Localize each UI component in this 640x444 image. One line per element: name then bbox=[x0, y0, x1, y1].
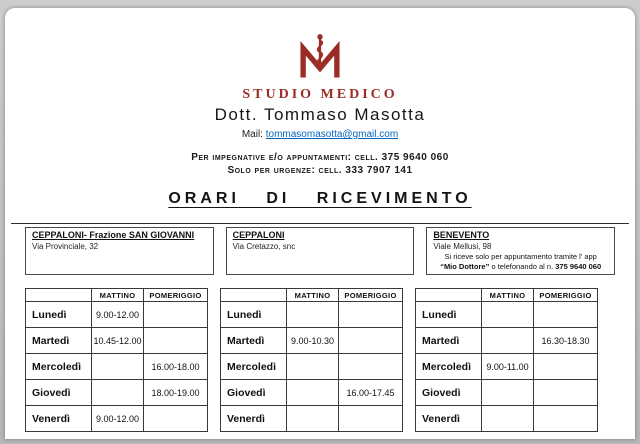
doctor-name: Dott. Tommaso Masotta bbox=[214, 105, 426, 124]
time-cell bbox=[287, 354, 339, 380]
time-cell: 16.30-18.30 bbox=[534, 328, 598, 354]
location-box-ceppaloni bbox=[226, 227, 415, 275]
location-note-line2 bbox=[433, 262, 608, 271]
time-cell bbox=[534, 302, 598, 328]
asclepius-staff-icon bbox=[297, 28, 343, 84]
divider-rule bbox=[11, 223, 629, 224]
column-header-afternoon: POMERIGGIO bbox=[144, 289, 208, 302]
schedule-col-3 bbox=[415, 288, 598, 432]
day-cell: Martedì bbox=[416, 328, 482, 354]
day-cell: Martedì bbox=[26, 328, 92, 354]
corner-cell bbox=[416, 289, 482, 302]
location-address: Viale Mellusi, 98 bbox=[433, 242, 492, 251]
location-name: CEPPALONI bbox=[232, 230, 285, 240]
time-cell bbox=[339, 406, 403, 432]
day-cell: Venerdì bbox=[221, 406, 287, 432]
time-cell bbox=[144, 328, 208, 354]
time-cell: 9.00-11.00 bbox=[482, 354, 534, 380]
schedule-table-benevento bbox=[415, 288, 598, 432]
location-address: Via Cretazzo, snc bbox=[232, 242, 296, 251]
time-cell: 9.00-12.00 bbox=[92, 302, 144, 328]
contact-appointments-line: Per impegnative e/o appuntamenti: cell. 375 9640 060 bbox=[191, 152, 449, 163]
location-name: CEPPALONI- Frazione SAN GIOVANNI bbox=[32, 230, 195, 240]
location-box-benevento bbox=[426, 227, 615, 275]
time-cell bbox=[339, 328, 403, 354]
contact-block bbox=[5, 151, 635, 177]
day-cell: Lunedì bbox=[416, 302, 482, 328]
schedules-row bbox=[5, 288, 635, 432]
day-cell: Giovedì bbox=[26, 380, 92, 406]
day-cell: Mercoledì bbox=[221, 354, 287, 380]
time-cell bbox=[287, 302, 339, 328]
email-link[interactable]: tommasomasotta@gmail.com bbox=[265, 129, 399, 140]
page-title: ORARI DI RICEVIMENTO bbox=[168, 190, 472, 207]
day-cell: Mercoledì bbox=[26, 354, 92, 380]
clinic-logo bbox=[5, 28, 635, 84]
time-cell bbox=[482, 328, 534, 354]
schedule-table-ceppaloni bbox=[220, 288, 403, 432]
time-cell: 9.00-12.00 bbox=[92, 406, 144, 432]
time-cell bbox=[144, 302, 208, 328]
day-cell: Lunedì bbox=[221, 302, 287, 328]
document-page bbox=[5, 8, 635, 439]
day-cell: Giovedì bbox=[416, 380, 482, 406]
note-phone: 375 9640 060 bbox=[555, 262, 602, 271]
location-headers-row bbox=[5, 227, 635, 275]
contact-urgent-line: Solo per urgenze: cell. 333 7907 141 bbox=[227, 165, 413, 176]
time-cell bbox=[534, 354, 598, 380]
time-cell: 9.00-10.30 bbox=[287, 328, 339, 354]
schedule-table-ceppaloni-san-giovanni bbox=[25, 288, 208, 432]
time-cell bbox=[534, 406, 598, 432]
time-cell bbox=[92, 380, 144, 406]
time-cell bbox=[482, 302, 534, 328]
column-header-morning: MATTINO bbox=[92, 289, 144, 302]
day-cell: Lunedì bbox=[26, 302, 92, 328]
mail-label: Mail: bbox=[241, 129, 263, 140]
time-cell bbox=[339, 354, 403, 380]
time-cell bbox=[534, 380, 598, 406]
day-cell: Giovedì bbox=[221, 380, 287, 406]
column-header-morning: MATTINO bbox=[482, 289, 534, 302]
location-note-line1: Si riceve solo per appuntamento tramite l' app bbox=[444, 252, 597, 261]
location-box-ceppaloni-san-giovanni bbox=[25, 227, 214, 275]
time-cell bbox=[339, 302, 403, 328]
studio-name: STUDIO MEDICO bbox=[242, 87, 398, 102]
mail-line bbox=[5, 129, 635, 140]
note-mid: o telefonando al n. bbox=[491, 262, 554, 271]
schedule-col-1 bbox=[25, 288, 208, 432]
time-cell bbox=[287, 406, 339, 432]
column-header-afternoon: POMERIGGIO bbox=[534, 289, 598, 302]
day-cell: Venerdì bbox=[416, 406, 482, 432]
day-cell: Mercoledì bbox=[416, 354, 482, 380]
time-cell: 16.00-18.00 bbox=[144, 354, 208, 380]
location-address: Via Provinciale, 32 bbox=[32, 242, 99, 251]
corner-cell bbox=[26, 289, 92, 302]
time-cell: 18.00-19.00 bbox=[144, 380, 208, 406]
time-cell bbox=[144, 406, 208, 432]
day-cell: Venerdì bbox=[26, 406, 92, 432]
time-cell bbox=[287, 380, 339, 406]
time-cell bbox=[482, 380, 534, 406]
time-cell bbox=[482, 406, 534, 432]
column-header-morning: MATTINO bbox=[287, 289, 339, 302]
time-cell bbox=[92, 354, 144, 380]
column-header-afternoon: POMERIGGIO bbox=[339, 289, 403, 302]
time-cell: 16.00-17.45 bbox=[339, 380, 403, 406]
time-cell: 10.45-12.00 bbox=[92, 328, 144, 354]
schedule-col-2 bbox=[220, 288, 403, 432]
note-app-name: “Mio Dottore” bbox=[440, 262, 490, 271]
day-cell: Martedì bbox=[221, 328, 287, 354]
corner-cell bbox=[221, 289, 287, 302]
location-name: BENEVENTO bbox=[433, 230, 490, 240]
